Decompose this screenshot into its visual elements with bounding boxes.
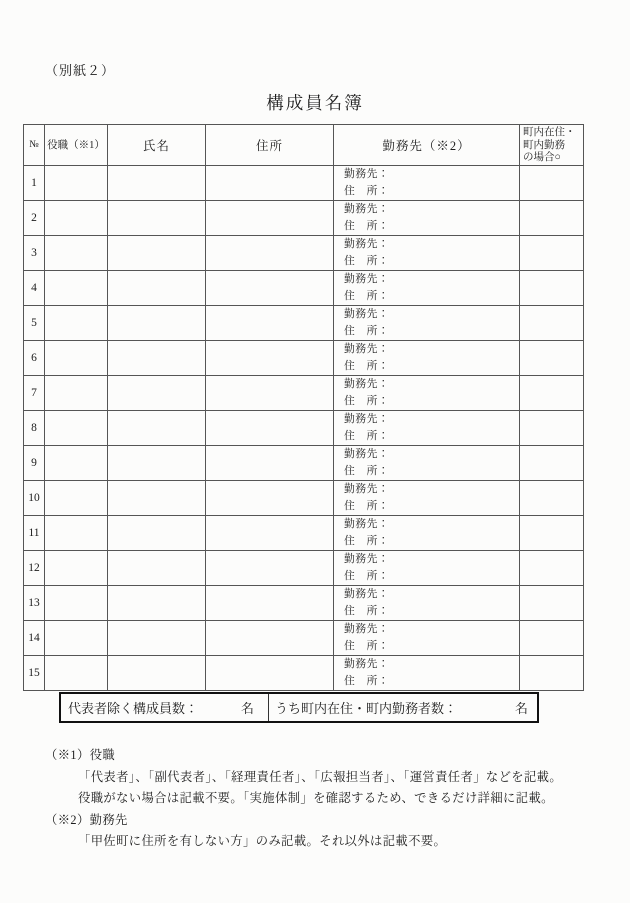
note1-body-line: 役職がない場合は記載不要。「実施体制」を確認するため、できるだけ詳細に記載。 bbox=[78, 791, 554, 805]
address-label: 住 所： bbox=[344, 394, 390, 407]
table-row bbox=[24, 445, 584, 480]
zone-circle-cell bbox=[520, 270, 584, 305]
workplace-cell bbox=[334, 620, 520, 655]
row-number-cell: 13 bbox=[24, 585, 45, 620]
workplace-cell bbox=[334, 375, 520, 410]
table-row bbox=[24, 585, 584, 620]
name-cell bbox=[108, 655, 206, 690]
workplace-label: 勤務先： bbox=[344, 307, 390, 320]
name-cell bbox=[108, 270, 206, 305]
row-number-cell: 14 bbox=[24, 620, 45, 655]
zone-circle-cell bbox=[520, 340, 584, 375]
summary-box bbox=[59, 692, 539, 723]
name-cell bbox=[108, 165, 206, 200]
name-cell bbox=[108, 305, 206, 340]
address-label: 住 所： bbox=[344, 534, 390, 547]
address-label: 住 所： bbox=[344, 184, 390, 197]
position-cell bbox=[45, 445, 108, 480]
workplace-label: 勤務先： bbox=[344, 237, 390, 250]
residents-count-unit: 名 bbox=[514, 701, 528, 716]
table-row bbox=[24, 375, 584, 410]
zone-circle-cell bbox=[520, 515, 584, 550]
workplace-label: 勤務先： bbox=[344, 622, 390, 635]
position-cell bbox=[45, 200, 108, 235]
position-cell bbox=[45, 340, 108, 375]
row-number-cell: 9 bbox=[24, 445, 45, 480]
table-row bbox=[24, 515, 584, 550]
address-cell bbox=[206, 200, 334, 235]
member-rows bbox=[24, 165, 584, 690]
workplace-label: 勤務先： bbox=[344, 482, 390, 495]
column-header-no: № bbox=[24, 125, 45, 166]
name-cell bbox=[108, 550, 206, 585]
workplace-label: 勤務先： bbox=[344, 377, 390, 390]
address-cell bbox=[206, 410, 334, 445]
table-row bbox=[24, 480, 584, 515]
position-cell bbox=[45, 655, 108, 690]
position-cell bbox=[45, 165, 108, 200]
name-cell bbox=[108, 200, 206, 235]
column-header-zone-circle bbox=[520, 125, 584, 166]
row-number-cell: 12 bbox=[24, 550, 45, 585]
note1-title: （※1）役職 bbox=[45, 748, 116, 762]
address-cell bbox=[206, 480, 334, 515]
table-row bbox=[24, 550, 584, 585]
position-cell bbox=[45, 515, 108, 550]
row-number-cell: 15 bbox=[24, 655, 45, 690]
note1-body-line: 「代表者」、「副代表者」、「経理責任者」、「広報担当者」、「運営責任者」などを記載。 bbox=[78, 769, 563, 784]
workplace-label: 勤務先： bbox=[344, 657, 390, 670]
workplace-cell bbox=[334, 340, 520, 375]
workplace-cell bbox=[334, 550, 520, 585]
zone-circle-cell bbox=[520, 410, 584, 445]
address-label: 住 所： bbox=[344, 359, 390, 372]
workplace-cell bbox=[334, 200, 520, 235]
name-cell bbox=[108, 515, 206, 550]
position-cell bbox=[45, 620, 108, 655]
workplace-cell bbox=[334, 445, 520, 480]
workplace-cell bbox=[334, 305, 520, 340]
address-label: 住 所： bbox=[344, 464, 390, 477]
zone-circle-cell bbox=[520, 445, 584, 480]
row-number-cell: 4 bbox=[24, 270, 45, 305]
table-row bbox=[24, 620, 584, 655]
column-header-workplace: 勤務先（※2） bbox=[334, 125, 520, 166]
column-header-name: 氏名 bbox=[108, 125, 206, 166]
row-number-cell: 1 bbox=[24, 165, 45, 200]
address-label: 住 所： bbox=[344, 289, 390, 302]
workplace-label: 勤務先： bbox=[344, 342, 390, 355]
workplace-cell bbox=[334, 515, 520, 550]
row-number-cell: 10 bbox=[24, 480, 45, 515]
table-row bbox=[24, 410, 584, 445]
address-label: 住 所： bbox=[344, 604, 390, 617]
row-number-cell: 6 bbox=[24, 340, 45, 375]
workplace-label: 勤務先： bbox=[344, 517, 390, 530]
row-number-cell: 2 bbox=[24, 200, 45, 235]
table-row bbox=[24, 340, 584, 375]
zone-circle-cell bbox=[520, 235, 584, 270]
row-number-cell: 7 bbox=[24, 375, 45, 410]
workplace-label: 勤務先： bbox=[344, 552, 390, 565]
address-label: 住 所： bbox=[344, 324, 390, 337]
name-cell bbox=[108, 410, 206, 445]
position-cell bbox=[45, 585, 108, 620]
column-header-address: 住所 bbox=[206, 125, 334, 166]
name-cell bbox=[108, 340, 206, 375]
footnotes bbox=[45, 745, 562, 853]
address-cell bbox=[206, 445, 334, 480]
workplace-label: 勤務先： bbox=[344, 167, 390, 180]
position-cell bbox=[45, 375, 108, 410]
address-label: 住 所： bbox=[344, 674, 390, 687]
table-row bbox=[24, 235, 584, 270]
workplace-cell bbox=[334, 235, 520, 270]
zone-circle-cell bbox=[520, 585, 584, 620]
address-cell bbox=[206, 270, 334, 305]
column-header-position: 役職（※1） bbox=[45, 125, 108, 166]
address-cell bbox=[206, 515, 334, 550]
residents-count-cell bbox=[269, 694, 537, 721]
name-cell bbox=[108, 585, 206, 620]
address-label: 住 所： bbox=[344, 569, 390, 582]
name-cell bbox=[108, 375, 206, 410]
address-label: 住 所： bbox=[344, 254, 390, 267]
address-cell bbox=[206, 550, 334, 585]
members-count-label: 代表者除く構成員数： bbox=[68, 701, 199, 716]
workplace-label: 勤務先： bbox=[344, 202, 390, 215]
attachment-label: （別紙２） bbox=[45, 63, 116, 78]
address-label: 住 所： bbox=[344, 429, 390, 442]
workplace-cell bbox=[334, 270, 520, 305]
residents-count-label: うち町内在住・町内勤務者数： bbox=[275, 701, 458, 716]
position-cell bbox=[45, 480, 108, 515]
workplace-cell bbox=[334, 165, 520, 200]
header-row bbox=[24, 125, 584, 166]
address-label: 住 所： bbox=[344, 219, 390, 232]
workplace-label: 勤務先： bbox=[344, 447, 390, 460]
name-cell bbox=[108, 480, 206, 515]
address-cell bbox=[206, 305, 334, 340]
row-number-cell: 3 bbox=[24, 235, 45, 270]
position-cell bbox=[45, 550, 108, 585]
address-label: 住 所： bbox=[344, 499, 390, 512]
position-cell bbox=[45, 305, 108, 340]
table-row bbox=[24, 165, 584, 200]
workplace-cell bbox=[334, 410, 520, 445]
note2-title: （※2）勤務先 bbox=[45, 812, 128, 827]
page-title: 構成員名簿 bbox=[266, 93, 364, 113]
address-cell bbox=[206, 165, 334, 200]
zone-circle-cell bbox=[520, 655, 584, 690]
address-cell bbox=[206, 375, 334, 410]
zone-header-line: の場合○ bbox=[523, 152, 561, 163]
address-cell bbox=[206, 235, 334, 270]
row-number-cell: 5 bbox=[24, 305, 45, 340]
workplace-cell bbox=[334, 585, 520, 620]
zone-header-line: 町内勤務 bbox=[523, 139, 565, 151]
address-label: 住 所： bbox=[344, 639, 390, 652]
address-cell bbox=[206, 340, 334, 375]
table-row bbox=[24, 270, 584, 305]
position-cell bbox=[45, 410, 108, 445]
members-count-cell bbox=[61, 694, 269, 721]
zone-circle-cell bbox=[520, 375, 584, 410]
zone-circle-cell bbox=[520, 620, 584, 655]
address-cell bbox=[206, 655, 334, 690]
name-cell bbox=[108, 620, 206, 655]
name-cell bbox=[108, 445, 206, 480]
table-row bbox=[24, 200, 584, 235]
row-number-cell: 11 bbox=[24, 515, 45, 550]
member-roster-table bbox=[23, 124, 584, 691]
zone-circle-cell bbox=[520, 165, 584, 200]
workplace-label: 勤務先： bbox=[344, 412, 390, 425]
workplace-cell bbox=[334, 655, 520, 690]
zone-header-line: 町内在住・ bbox=[523, 127, 576, 138]
workplace-cell bbox=[334, 480, 520, 515]
table-row bbox=[24, 305, 584, 340]
zone-circle-cell bbox=[520, 305, 584, 340]
zone-circle-cell bbox=[520, 200, 584, 235]
members-count-unit: 名 bbox=[240, 701, 254, 716]
zone-circle-cell bbox=[520, 550, 584, 585]
position-cell bbox=[45, 270, 108, 305]
name-cell bbox=[108, 235, 206, 270]
workplace-label: 勤務先： bbox=[344, 272, 390, 285]
position-cell bbox=[45, 235, 108, 270]
workplace-label: 勤務先： bbox=[344, 587, 390, 600]
note2-body-line: 「甲佐町に住所を有しない方」のみ記載。それ以外は記載不要。 bbox=[78, 834, 447, 848]
row-number-cell: 8 bbox=[24, 410, 45, 445]
table-row bbox=[24, 655, 584, 690]
address-cell bbox=[206, 585, 334, 620]
zone-circle-cell bbox=[520, 480, 584, 515]
address-cell bbox=[206, 620, 334, 655]
